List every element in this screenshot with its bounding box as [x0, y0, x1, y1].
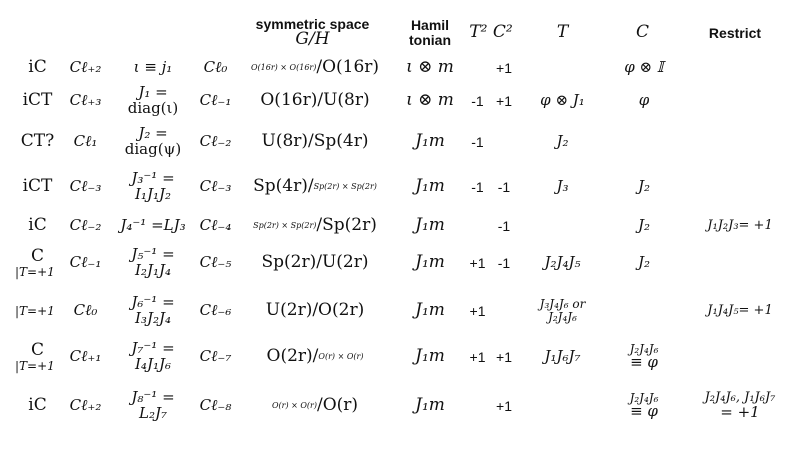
row-class: [15, 167, 60, 207]
row-clifford-right: Cℓ₋₆: [199, 301, 232, 320]
row-t-squared: -1: [471, 133, 484, 150]
row-clifford-right: Cℓ₋₂: [199, 132, 232, 151]
row-generator-line: J₁ =: [138, 83, 168, 102]
row-charge-conjugation: J₂: [637, 216, 651, 235]
row-space-quotient: O(2r)/: [266, 346, 319, 367]
row-c-squared: [490, 122, 518, 162]
header-ham-top: Hamil: [410, 17, 450, 34]
row-t-squared: [465, 206, 490, 246]
header-t: T: [556, 22, 569, 43]
row-clifford-right: Cℓ₋₅: [199, 253, 232, 272]
row-clifford-left: Cℓ₋₃: [69, 177, 102, 196]
row-t-squared: +1: [469, 254, 486, 271]
row-generator-line: J₅⁻¹ =: [131, 245, 175, 264]
row-c-squared: -1: [497, 254, 511, 271]
row-symmetric-space: [245, 386, 385, 426]
row-generator: [112, 291, 194, 331]
row-time-reversal: J₃: [556, 177, 569, 196]
row-hamiltonian: ι ⊗ m: [406, 57, 454, 78]
row-generator-line: J₄⁻¹ =LJ₃: [120, 216, 186, 235]
row-restriction: [685, 167, 795, 207]
row-charge-conjugation: φ: [638, 91, 650, 110]
row-generator: [112, 337, 194, 377]
row-symmetric-space: [245, 243, 385, 283]
row-class-name: C: [30, 339, 44, 360]
row-generator-line: diag(ψ): [124, 140, 182, 158]
row-clifford-left: Cℓ₀: [73, 301, 98, 320]
row-class-condition: |T=+1: [15, 264, 55, 279]
row-space-quotient: /O(16r): [316, 57, 380, 78]
row-generator-line: J₂ =: [138, 124, 168, 143]
row-clifford-left: Cℓ₊₁: [69, 347, 102, 366]
row-restriction: [685, 243, 795, 283]
row-space-quotient: O(16r)/U(8r): [260, 90, 370, 111]
row-symmetric-space: [245, 167, 385, 207]
row-clifford-left: Cℓ₋₁: [69, 253, 102, 272]
row-hamiltonian: J₁m: [415, 131, 445, 152]
row-time-reversal: [520, 291, 605, 331]
row-generator: [112, 206, 194, 246]
row-clifford-left: Cℓ₊₂: [69, 396, 102, 415]
row-hamiltonian: J₁m: [415, 215, 445, 236]
row-symmetric-space: [245, 337, 385, 377]
row-hamiltonian: ι ⊗ m: [406, 90, 454, 111]
row-charge-conjugation: φ ⊗ 𝕀: [624, 58, 664, 77]
row-clifford-left: Cℓ₊₂: [69, 58, 102, 77]
row-clifford-right: Cℓ₋₃: [199, 177, 232, 196]
header-restrict: Restrict: [708, 24, 762, 41]
row-class: [15, 122, 60, 162]
row-space-quotient: /O(r): [316, 395, 359, 416]
row-class: [15, 291, 60, 331]
row-class: [15, 81, 60, 121]
row-space-quotient: Sp(2r)/U(2r): [261, 252, 369, 273]
row-space-quotient: Sp(4r)/: [253, 176, 314, 197]
row-class-name: iC: [28, 395, 47, 416]
row-generator-line: I₂J₁J₄: [135, 261, 171, 279]
row-clifford-left: Cℓ₋₂: [69, 216, 102, 235]
row-clifford-right: Cℓ₋₇: [199, 347, 232, 366]
row-restriction-line: J₂J₄J₆, J₁J₆J₇: [704, 390, 776, 406]
row-restriction: J₁J₂J₃= +1: [707, 218, 773, 234]
row-space-quotient: U(8r)/Sp(4r): [261, 131, 369, 152]
row-hamiltonian: J₁m: [415, 395, 445, 416]
row-time-reversal: J₂: [556, 132, 569, 151]
row-space-subgroup: O(16r) × O(16r): [250, 62, 317, 72]
row-generator-line: J₆⁻¹ =: [131, 293, 175, 312]
row-generator-line: J₃⁻¹ =: [131, 169, 175, 188]
row-generator-line: J₇⁻¹ =: [131, 339, 175, 358]
row-c-squared: +1: [496, 348, 512, 365]
row-class-name: iCT: [22, 90, 53, 111]
row-t-squared: [465, 386, 490, 426]
row-clifford-right: Cℓ₋₈: [199, 396, 232, 415]
row-generator: [112, 167, 194, 207]
row-time-reversal: φ ⊗ J₁: [540, 91, 585, 110]
row-charge-conjugation-line: J₂J₄J₆: [629, 390, 659, 405]
row-c-squared: +1: [496, 92, 512, 109]
row-class-condition: |T=+1: [15, 358, 55, 373]
row-generator: [112, 122, 194, 162]
row-c-squared: [490, 291, 518, 331]
row-time-reversal: [520, 206, 605, 246]
row-generator-line: L₂J₇: [138, 404, 167, 422]
row-generator-line: I₁J₁J₂: [135, 185, 171, 203]
row-space-subgroup: Sp(2r) × Sp(2r): [313, 181, 377, 191]
row-class-name: iCT: [22, 176, 53, 197]
row-time-reversal-line: J₂J₄J₆: [548, 310, 577, 324]
row-t-squared: +1: [469, 348, 486, 365]
row-c-squared: -1: [497, 217, 511, 234]
row-class: [15, 386, 60, 426]
row-time-reversal: J₁J₆J₇: [544, 347, 581, 366]
row-t-squared: -1: [471, 178, 484, 195]
header-sym-bot: G/H: [295, 29, 330, 50]
row-class-name: C: [30, 245, 44, 266]
header-ham-bot: tonian: [409, 32, 451, 48]
row-class-name: iC: [28, 215, 47, 236]
row-hamiltonian: J₁m: [415, 252, 445, 273]
row-class-name: iC: [28, 57, 47, 78]
row-class-condition: |T=+1: [15, 303, 55, 318]
row-restriction-line: = +1: [720, 402, 760, 421]
row-hamiltonian: J₁m: [415, 176, 445, 197]
row-c-squared: -1: [497, 178, 511, 195]
row-clifford-left: Cℓ₁: [73, 132, 98, 151]
row-generator-line: I₄J₁J₆: [135, 355, 171, 373]
row-charge-conjugation-line: ≡ φ: [630, 402, 658, 421]
row-clifford-right: Cℓ₋₄: [199, 216, 232, 235]
row-class: [15, 206, 60, 246]
row-t-squared: -1: [471, 92, 484, 109]
row-class: [15, 243, 60, 283]
row-generator: [112, 243, 194, 283]
row-clifford-right: Cℓ₋₁: [199, 91, 232, 110]
row-charge-conjugation: J₂: [637, 177, 651, 196]
row-class-name: CT?: [20, 131, 55, 152]
row-space-subgroup: Sp(2r) × Sp(2r): [253, 220, 317, 230]
row-time-reversal: [520, 386, 605, 426]
row-c-squared: +1: [496, 59, 512, 76]
row-generator: [112, 386, 194, 426]
row-c-squared: +1: [496, 397, 512, 414]
row-restriction: J₁J₄J₅= +1: [707, 303, 773, 319]
row-charge-conjugation: [605, 386, 683, 426]
header-c: C: [635, 22, 649, 43]
row-charge-conjugation: [605, 291, 683, 331]
row-time-reversal-line: J₃J₄J₆ or: [539, 297, 586, 312]
row-space-subgroup: O(r) × O(r): [318, 351, 364, 361]
row-restriction: [685, 122, 795, 162]
row-hamiltonian: J₁m: [415, 346, 445, 367]
row-restriction: [685, 81, 795, 121]
row-space-quotient: U(2r)/O(2r): [265, 300, 365, 321]
row-restriction: [685, 337, 795, 377]
row-charge-conjugation: J₂: [637, 253, 651, 272]
row-class: [15, 337, 60, 377]
row-restriction: [685, 386, 795, 426]
row-charge-conjugation: [605, 337, 683, 377]
row-charge-conjugation-line: J₂J₄J₆: [629, 341, 659, 356]
row-generator-line: J₈⁻¹ =: [131, 388, 175, 407]
row-generator: [112, 81, 194, 121]
row-generator-line: ι ≡ j₁: [133, 58, 173, 77]
row-space-quotient: /Sp(2r): [316, 215, 377, 236]
row-symmetric-space: [245, 122, 385, 162]
row-symmetric-space: [245, 291, 385, 331]
header-sym-top: symmetric space: [255, 15, 370, 32]
row-generator-line: diag(ι): [127, 99, 179, 117]
header-t2-c2: T² C²: [469, 22, 513, 43]
row-clifford-right: Cℓ₀: [203, 58, 228, 77]
row-hamiltonian: J₁m: [415, 300, 445, 321]
row-t-squared: +1: [469, 302, 486, 319]
row-charge-conjugation-line: ≡ φ: [630, 353, 658, 372]
row-symmetric-space: [245, 81, 385, 121]
row-time-reversal: J₂J₄J₅: [544, 253, 581, 272]
row-symmetric-space: [245, 206, 385, 246]
row-charge-conjugation: [605, 122, 683, 162]
row-generator-line: I₃J₂J₄: [135, 309, 171, 327]
row-clifford-left: Cℓ₊₃: [69, 91, 102, 110]
row-space-subgroup: O(r) × O(r): [271, 400, 317, 410]
